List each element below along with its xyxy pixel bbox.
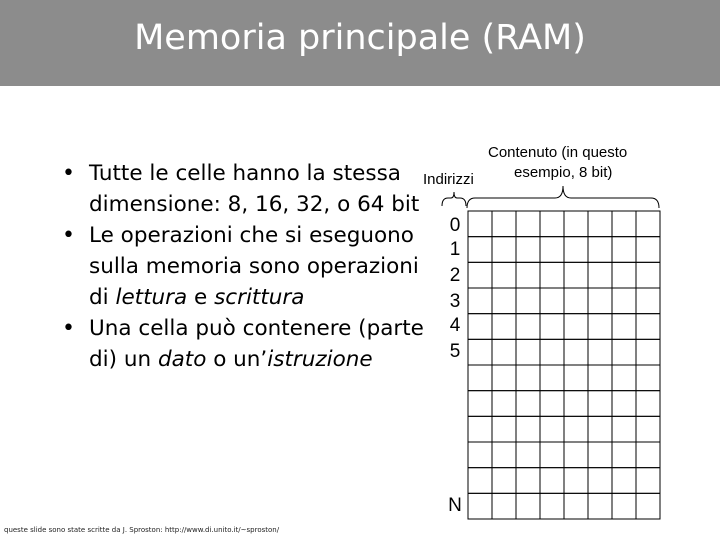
memory-bit-cell (540, 314, 564, 340)
address-label: Indirizzi (423, 171, 474, 188)
memory-bit-cell (516, 416, 540, 442)
memory-bit-cell (468, 468, 492, 494)
memory-bit-cell (492, 288, 516, 314)
footer-credit: queste slide sono state scritte da J. Sproston: http://www.di.unito.it/~sproston/ (4, 526, 280, 534)
memory-bit-cell (588, 288, 612, 314)
memory-bit-cell (612, 211, 636, 237)
memory-bit-cell (492, 442, 516, 468)
memory-bit-cell (636, 442, 660, 468)
memory-bit-cell (492, 262, 516, 288)
memory-bit-cell (492, 237, 516, 263)
memory-bit-cell (468, 237, 492, 263)
memory-bit-cell (588, 493, 612, 519)
bullet-text: Una cella può contenere (parte di) un (89, 316, 424, 372)
memory-bit-cell (564, 442, 588, 468)
memory-bit-cell (612, 442, 636, 468)
memory-bit-cell (492, 493, 516, 519)
memory-bit-cell (468, 442, 492, 468)
memory-bit-cell (540, 416, 564, 442)
memory-bit-cell (612, 391, 636, 417)
memory-bit-cell (516, 493, 540, 519)
memory-bit-cell (468, 493, 492, 519)
content-brace-icon (467, 186, 659, 208)
memory-bit-cell (612, 237, 636, 263)
memory-bit-cell (588, 391, 612, 417)
memory-bit-cell (612, 365, 636, 391)
address-number: 4 (449, 315, 461, 336)
memory-bit-cell (636, 288, 660, 314)
memory-bit-cell (612, 468, 636, 494)
memory-bit-cell (612, 416, 636, 442)
memory-bit-cell (492, 468, 516, 494)
memory-bit-cell (540, 262, 564, 288)
memory-bit-cell (540, 493, 564, 519)
bullet-text: o un’ (206, 347, 268, 372)
memory-bit-cell (636, 391, 660, 417)
memory-bit-cell (636, 262, 660, 288)
memory-bit-cell (636, 211, 660, 237)
memory-bit-cell (540, 237, 564, 263)
memory-bit-cell (468, 262, 492, 288)
memory-bit-cell (492, 339, 516, 365)
memory-bit-cell (588, 314, 612, 340)
memory-bit-cell (516, 237, 540, 263)
memory-bit-cell (468, 416, 492, 442)
content-label-line1: Contenuto (in questo (488, 144, 628, 161)
memory-bit-cell (516, 365, 540, 391)
memory-bit-cell (588, 416, 612, 442)
memory-bit-cell (492, 416, 516, 442)
memory-bit-cell (564, 237, 588, 263)
bullet-text: scrittura (214, 285, 305, 310)
memory-bit-cell (588, 262, 612, 288)
memory-bit-cell (516, 211, 540, 237)
bullet-dot-icon: • (62, 223, 75, 248)
memory-bit-cell (612, 339, 636, 365)
memory-bit-cell (468, 365, 492, 391)
memory-bit-cell (588, 468, 612, 494)
memory-bit-cell (564, 288, 588, 314)
memory-bit-cell (540, 365, 564, 391)
memory-bit-cell (468, 211, 492, 237)
address-number: 0 (449, 215, 461, 236)
memory-bit-cell (492, 314, 516, 340)
address-number: 1 (449, 239, 461, 260)
memory-bit-cell (588, 237, 612, 263)
memory-bit-cell (516, 391, 540, 417)
memory-bit-cell (516, 442, 540, 468)
memory-bit-cell (612, 288, 636, 314)
memory-bit-cell (564, 365, 588, 391)
address-brace-icon (442, 192, 466, 206)
memory-bit-cell (540, 288, 564, 314)
memory-bit-cell (636, 416, 660, 442)
memory-bit-cell (564, 262, 588, 288)
bullet-text: istruzione (267, 347, 373, 372)
memory-bit-cell (516, 468, 540, 494)
memory-bit-cell (516, 262, 540, 288)
memory-bit-cell (636, 339, 660, 365)
memory-bit-cell (540, 442, 564, 468)
memory-bit-cell (564, 416, 588, 442)
memory-bit-cell (636, 237, 660, 263)
bullet-dot-icon: • (62, 316, 75, 341)
memory-bit-cell (540, 391, 564, 417)
bullet-text: Le operazioni che si eseguono sulla memoria sono operazioni di (89, 223, 419, 310)
memory-bit-cell (588, 442, 612, 468)
memory-bit-cell (564, 493, 588, 519)
memory-bit-cell (564, 211, 588, 237)
address-number: 2 (449, 265, 461, 286)
slide-title: Memoria principale (RAM) (134, 18, 586, 58)
memory-bit-cell (516, 339, 540, 365)
memory-bit-cell (492, 211, 516, 237)
bullet-text: Tutte le celle hanno la stessa dimensione: 8, 16, 32, o 64 bit (89, 161, 420, 217)
memory-bit-cell (564, 339, 588, 365)
memory-bit-cell (468, 288, 492, 314)
memory-bit-cell (564, 391, 588, 417)
memory-bit-cell (516, 288, 540, 314)
address-number: 3 (449, 291, 461, 312)
memory-bit-cell (468, 339, 492, 365)
memory-bit-cell (540, 339, 564, 365)
memory-grid (467, 210, 661, 520)
memory-bit-cell (492, 391, 516, 417)
bullet-text: dato (157, 347, 207, 372)
memory-bit-cell (612, 493, 636, 519)
content-label-line2: esempio, 8 bit) (514, 164, 613, 181)
bullet-text: e (187, 285, 215, 310)
bullet-text: lettura (115, 285, 188, 310)
memory-bit-cell (468, 314, 492, 340)
memory-bit-cell (540, 468, 564, 494)
bullet-dot-icon: • (62, 161, 75, 186)
memory-bit-cell (612, 314, 636, 340)
address-last: N (448, 495, 462, 516)
memory-bit-cell (588, 339, 612, 365)
memory-bit-cell (636, 314, 660, 340)
memory-bit-cell (516, 314, 540, 340)
memory-bit-cell (636, 468, 660, 494)
memory-bit-cell (564, 468, 588, 494)
memory-bit-cell (588, 211, 612, 237)
memory-bit-cell (636, 493, 660, 519)
memory-bit-cell (564, 314, 588, 340)
memory-bit-cell (588, 365, 612, 391)
address-number: 5 (449, 341, 461, 362)
memory-bit-cell (468, 391, 492, 417)
memory-bit-cell (612, 262, 636, 288)
memory-bit-cell (540, 211, 564, 237)
memory-bit-cell (636, 365, 660, 391)
memory-bit-cell (492, 365, 516, 391)
